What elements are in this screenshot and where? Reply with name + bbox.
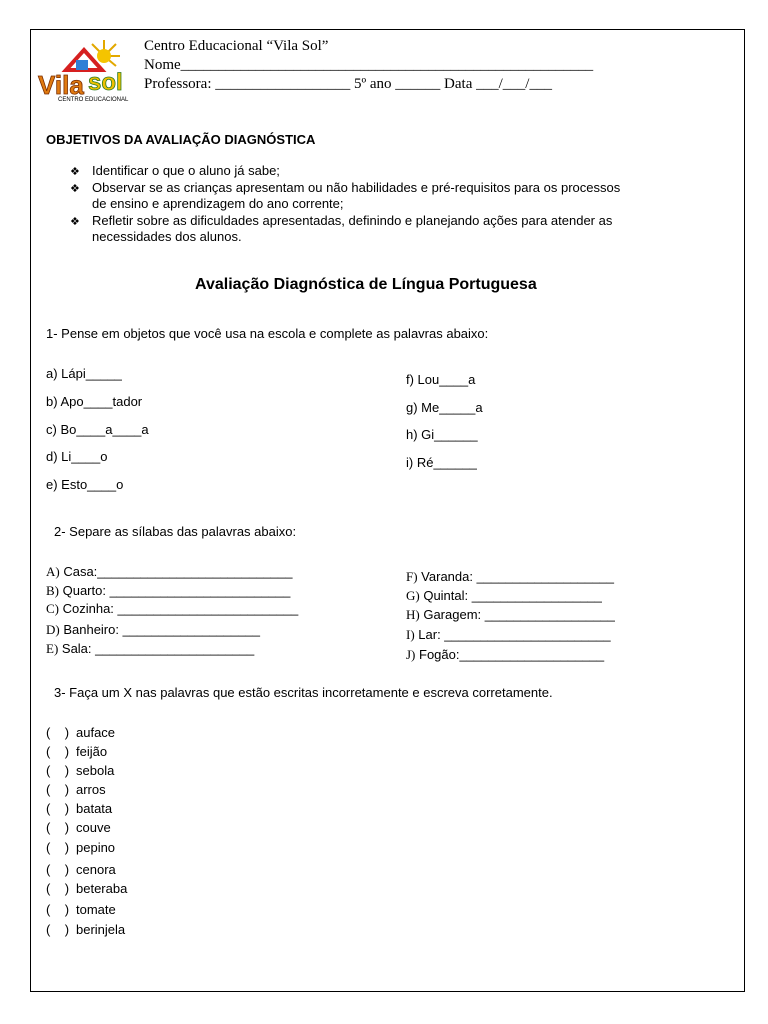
checkbox[interactable]: ( ) bbox=[46, 763, 70, 778]
checkbox[interactable]: ( ) bbox=[46, 801, 70, 816]
item-letter: E) bbox=[46, 641, 59, 656]
page-title: Avaliação Diagnóstica de Língua Portuguesa bbox=[195, 276, 537, 293]
vila-sol-logo bbox=[36, 34, 134, 102]
objective-line bbox=[70, 196, 344, 211]
question-3-prompt: 3- Faça um X nas palavras que estão escritas incorretamente e escreva corretamente. bbox=[54, 685, 553, 700]
objective-text: Refletir sobre as dificuldades apresentadas, definindo e planejando ações para atender as bbox=[92, 213, 613, 228]
checkbox[interactable]: ( ) bbox=[46, 725, 70, 740]
objective-text: Observar se as crianças apresentam ou não habilidades e pré-requisitos para os processos bbox=[92, 180, 621, 195]
word-label: arros bbox=[76, 782, 106, 797]
item-text: Garagem: __________________ bbox=[419, 607, 615, 622]
word-label: beteraba bbox=[76, 881, 128, 896]
objectives-title: OBJETIVOS DA AVALIAÇÃO DIAGNÓSTICA bbox=[46, 132, 316, 147]
item-text: Banheiro: ___________________ bbox=[59, 622, 260, 637]
question-1-prompt: 1- Pense em objetos que você usa na escola e complete as palavras abaixo: bbox=[46, 326, 489, 341]
item-letter: J) bbox=[406, 647, 416, 662]
checkbox-item[interactable] bbox=[46, 881, 127, 896]
objective-line bbox=[70, 229, 242, 244]
item-text: Quarto: _________________________ bbox=[59, 583, 291, 598]
syllable-item[interactable] bbox=[46, 622, 260, 638]
fill-in-item[interactable]: e) Esto____o bbox=[46, 477, 124, 492]
item-text: Fogão:____________________ bbox=[415, 647, 605, 662]
word-label: batata bbox=[76, 801, 113, 816]
word-label: auface bbox=[76, 725, 116, 740]
checkbox-item[interactable] bbox=[46, 862, 116, 877]
checkbox[interactable]: ( ) bbox=[46, 820, 70, 835]
svg-text:sol: sol bbox=[88, 69, 123, 96]
checkbox-item[interactable] bbox=[46, 725, 115, 740]
objective-line bbox=[70, 180, 620, 195]
syllable-item[interactable] bbox=[46, 601, 298, 617]
item-letter: B) bbox=[46, 583, 59, 598]
syllable-item[interactable] bbox=[406, 588, 602, 604]
checkbox[interactable]: ( ) bbox=[46, 744, 70, 759]
item-text: Quintal: __________________ bbox=[419, 588, 602, 603]
item-text: Casa:___________________________ bbox=[59, 564, 293, 579]
school-name: Centro Educacional “Vila Sol” bbox=[144, 38, 329, 54]
fill-in-item[interactable]: d) Li____o bbox=[46, 449, 108, 464]
word-label: couve bbox=[76, 820, 111, 835]
checkbox[interactable]: ( ) bbox=[46, 840, 70, 855]
item-letter: H) bbox=[406, 607, 420, 622]
item-letter: A) bbox=[46, 564, 60, 579]
word-label: pepino bbox=[76, 840, 116, 855]
syllable-item[interactable] bbox=[406, 569, 614, 585]
syllable-item[interactable] bbox=[46, 564, 293, 580]
syllable-item[interactable] bbox=[406, 647, 604, 663]
logo-subtext: CENTRO EDUCACIONAL bbox=[58, 97, 129, 102]
fill-in-item[interactable]: h) Gi______ bbox=[406, 427, 478, 442]
question-2-prompt: 2- Separe as sílabas das palavras abaixo: bbox=[54, 524, 297, 539]
checkbox-item[interactable] bbox=[46, 840, 115, 855]
word-label: sebola bbox=[76, 763, 115, 778]
checkbox[interactable]: ( ) bbox=[46, 862, 70, 877]
word-label: feijão bbox=[76, 744, 108, 759]
name-field[interactable]: Nome_______________________________________________________ bbox=[144, 57, 594, 73]
bullet-diamond-icon: ❖ bbox=[70, 182, 80, 195]
objective-line bbox=[70, 163, 280, 178]
bullet-diamond-icon: ❖ bbox=[70, 165, 80, 178]
checkbox-item[interactable] bbox=[46, 902, 116, 917]
item-text: Sala: ______________________ bbox=[58, 641, 255, 656]
checkbox-item[interactable] bbox=[46, 801, 112, 816]
item-letter: C) bbox=[46, 601, 59, 616]
checkbox-item[interactable] bbox=[46, 782, 106, 797]
fill-in-item[interactable]: c) Bo____a____a bbox=[46, 422, 149, 437]
fill-in-item[interactable]: b) Apo____tador bbox=[46, 394, 143, 409]
checkbox-item[interactable] bbox=[46, 820, 111, 835]
item-letter: G) bbox=[406, 588, 420, 603]
objective-line bbox=[70, 213, 612, 228]
word-label: berinjela bbox=[76, 922, 126, 937]
item-text: Varanda: ___________________ bbox=[417, 569, 614, 584]
fill-in-item[interactable]: g) Me_____a bbox=[406, 400, 483, 415]
checkbox-item[interactable] bbox=[46, 922, 125, 937]
syllable-item[interactable] bbox=[46, 641, 254, 657]
syllable-item[interactable] bbox=[46, 583, 290, 599]
checkbox[interactable]: ( ) bbox=[46, 881, 70, 896]
fill-in-item[interactable]: i) Ré______ bbox=[406, 455, 477, 470]
syllable-item[interactable] bbox=[406, 627, 611, 643]
checkbox-item[interactable] bbox=[46, 763, 114, 778]
fill-in-item[interactable]: f) Lou____a bbox=[406, 372, 476, 387]
item-text: Cozinha: _________________________ bbox=[59, 601, 299, 616]
objective-text: necessidades dos alunos. bbox=[92, 229, 242, 244]
bullet-diamond-icon: ❖ bbox=[70, 215, 80, 228]
item-text: Lar: _______________________ bbox=[414, 627, 611, 642]
word-label: tomate bbox=[76, 902, 116, 917]
word-label: cenora bbox=[76, 862, 116, 877]
checkbox-item[interactable] bbox=[46, 744, 107, 759]
checkbox[interactable]: ( ) bbox=[46, 782, 70, 797]
item-letter: I) bbox=[406, 627, 415, 642]
item-letter: D) bbox=[46, 622, 60, 637]
objective-text: Identificar o que o aluno já sabe; bbox=[92, 163, 280, 178]
teacher-grade-date-line[interactable]: Professora: __________________ 5º ano ______ Data ___/___/___ bbox=[144, 76, 552, 92]
fill-in-item[interactable]: a) Lápi_____ bbox=[46, 366, 122, 381]
checkbox[interactable]: ( ) bbox=[46, 922, 70, 937]
syllable-item[interactable] bbox=[406, 607, 615, 623]
svg-text:Vila: Vila bbox=[38, 70, 84, 100]
objective-text: de ensino e aprendizagem do ano corrente; bbox=[92, 196, 344, 211]
item-letter: F) bbox=[406, 569, 418, 584]
checkbox[interactable]: ( ) bbox=[46, 902, 70, 917]
